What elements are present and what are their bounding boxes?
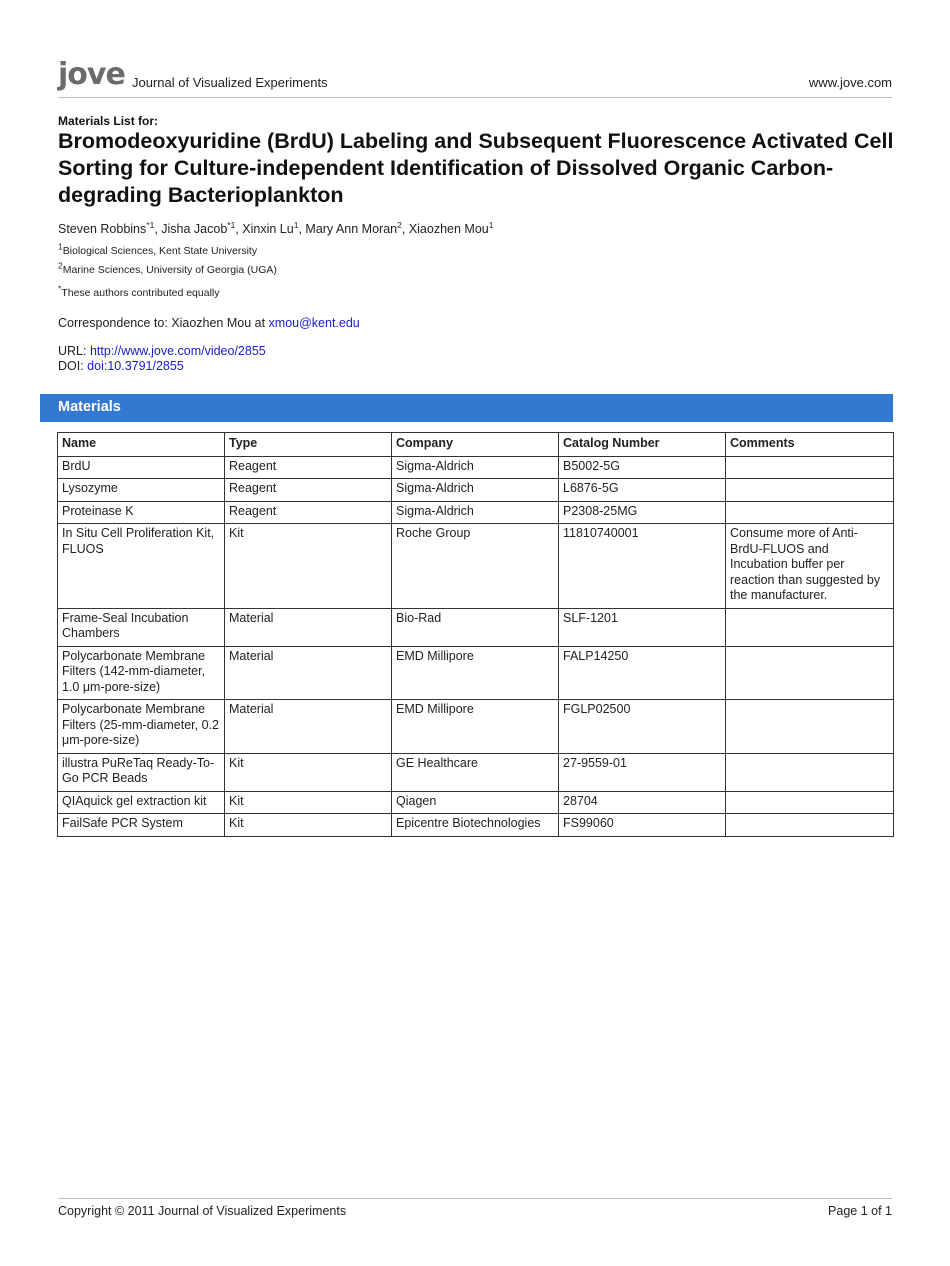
cell-name: FailSafe PCR System [58,814,225,837]
author-superscript: 1 [488,219,494,230]
cell-company: EMD Millipore [392,700,559,754]
cell-catalog-number: B5002-5G [559,456,726,479]
cell-catalog-number: L6876-5G [559,479,726,502]
cell-name: QIAquick gel extraction kit [58,791,225,814]
cell-comments [726,456,894,479]
cell-name: Polycarbonate Membrane Filters (142-mm-diameter, 1.0 μm-pore-size) [58,646,225,700]
page-footer [58,1198,892,1222]
cell-company: EMD Millipore [392,646,559,700]
author-name: Xinxin Lu [242,222,294,236]
cell-type: Kit [225,524,392,609]
page-header [58,57,892,98]
author-superscript: *1 [146,219,155,230]
site-url[interactable]: www.jove.com [808,75,892,90]
section-title: Materials [58,399,121,415]
cell-comments [726,646,894,700]
affiliation-superscript: 2 [58,260,63,271]
affiliation-text: Biological Sciences, Kent State University [62,245,258,257]
cell-catalog-number: 27-9559-01 [559,753,726,791]
correspondence-email-link[interactable]: xmou@kent.edu [268,316,360,330]
article-url-link[interactable]: http://www.jove.com/video/2855 [89,344,266,358]
cell-type: Material [225,646,392,700]
author-name: Xiaozhen Mou [408,222,489,236]
cell-company: Sigma-Aldrich [392,456,559,479]
table-row [58,814,894,837]
author-superscript: *1 [227,219,236,230]
column-header-catalog-number: Catalog Number [559,433,726,457]
cell-comments [726,753,894,791]
cell-type: Material [225,700,392,754]
correspondence-prefix: Correspondence to: Xiaozhen Mou at [58,316,269,330]
materials-table [57,432,894,837]
logo-text: jove [58,57,125,92]
cell-type: Reagent [225,479,392,502]
jove-logo[interactable] [58,57,128,94]
affiliation-text: Marine Sciences, University of Georgia (UGA) [62,264,277,276]
table-row [58,608,894,646]
cell-company: Qiagen [392,791,559,814]
cell-catalog-number: SLF-1201 [559,608,726,646]
cell-comments [726,479,894,502]
cell-name: illustra PuReTaq Ready-To-Go PCR Beads [58,753,225,791]
table-row [58,700,894,754]
cell-catalog-number: P2308-25MG [559,501,726,524]
cell-catalog-number: FGLP02500 [559,700,726,754]
journal-name: Journal of Visualized Experiments [132,75,328,90]
cell-name: BrdU [58,456,225,479]
author-name: Steven Robbins [58,222,147,236]
equal-contribution-note [58,283,220,299]
cell-type: Kit [225,814,392,837]
affiliation-superscript: * [58,283,62,294]
cell-comments [726,791,894,814]
materials-list-label: Materials List for: [58,114,159,128]
table-row [58,753,894,791]
cell-catalog-number: FS99060 [559,814,726,837]
cell-comments [726,700,894,754]
cell-type: Kit [225,791,392,814]
column-header-type: Type [225,433,392,457]
table-row [58,524,894,609]
cell-comments [726,608,894,646]
cell-company: GE Healthcare [392,753,559,791]
author-name: Mary Ann Moran [305,222,398,236]
author-list: Steven Robbins$^{*1}$, Jisha Jacob$^{*1}$, Xinxin Lu$^1$, Mary Ann Moran$^2$, Xiaozhen Mou$^1$ [58,219,494,236]
column-header-company: Company [392,433,559,457]
column-header-name: Name [58,433,225,457]
materials-section-header [40,394,893,422]
cell-type: Material [225,608,392,646]
doi-link[interactable]: doi:10.3791/2855 [87,359,184,373]
cell-company: Sigma-Aldrich [392,479,559,502]
cell-name: In Situ Cell Proliferation Kit, FLUOS [58,524,225,609]
affiliation-text: These authors contributed equally [61,287,220,299]
table-row [58,791,894,814]
affiliation-2 [58,260,277,276]
cell-name: Frame-Seal Incubation Chambers [58,608,225,646]
cell-name: Polycarbonate Membrane Filters (25-mm-diameter, 0.2 μm-pore-size) [58,700,225,754]
cell-comments: Consume more of Anti-BrdU-FLUOS and Incubation buffer per reaction than suggested by the manufacturer. [726,524,894,609]
cell-company: Bio-Rad [392,608,559,646]
cell-type: Kit [225,753,392,791]
cell-name: Proteinase K [58,501,225,524]
page-number: Page 1 of 1 [828,1204,892,1218]
article-title: Bromodeoxyuridine (BrdU) Labeling and Subsequent Fluorescence Activated Cell Sorting for Culture-independent Identification of Dissolved Organic Carbon-degrading Bacterioplankton [58,129,894,207]
author-superscript: 1 [293,219,299,230]
table-row [58,456,894,479]
cell-comments [726,501,894,524]
affiliation-superscript: 1 [58,241,63,252]
table-row [58,479,894,502]
author-superscript: 2 [397,219,402,230]
cell-company: Roche Group [392,524,559,609]
cell-type: Reagent [225,501,392,524]
table-row [58,646,894,700]
url-label: URL: [58,344,90,358]
correspondence [58,316,360,330]
cell-company: Sigma-Aldrich [392,501,559,524]
cell-company: Epicentre Biotechnologies [392,814,559,837]
doi-label: DOI: [58,359,88,373]
column-header-comments: Comments [726,433,894,457]
copyright-text: Copyright © 2011 Journal of Visualized Experiments [58,1204,347,1218]
doi-line [58,359,184,373]
table-row [58,501,894,524]
cell-catalog-number: 28704 [559,791,726,814]
table-header-row [58,433,894,457]
url-line [58,344,266,358]
cell-catalog-number: 11810740001 [559,524,726,609]
cell-catalog-number: FALP14250 [559,646,726,700]
cell-name: Lysozyme [58,479,225,502]
cell-comments [726,814,894,837]
author-name: Jisha Jacob [161,222,228,236]
cell-type: Reagent [225,456,392,479]
affiliation-1 [58,241,258,257]
